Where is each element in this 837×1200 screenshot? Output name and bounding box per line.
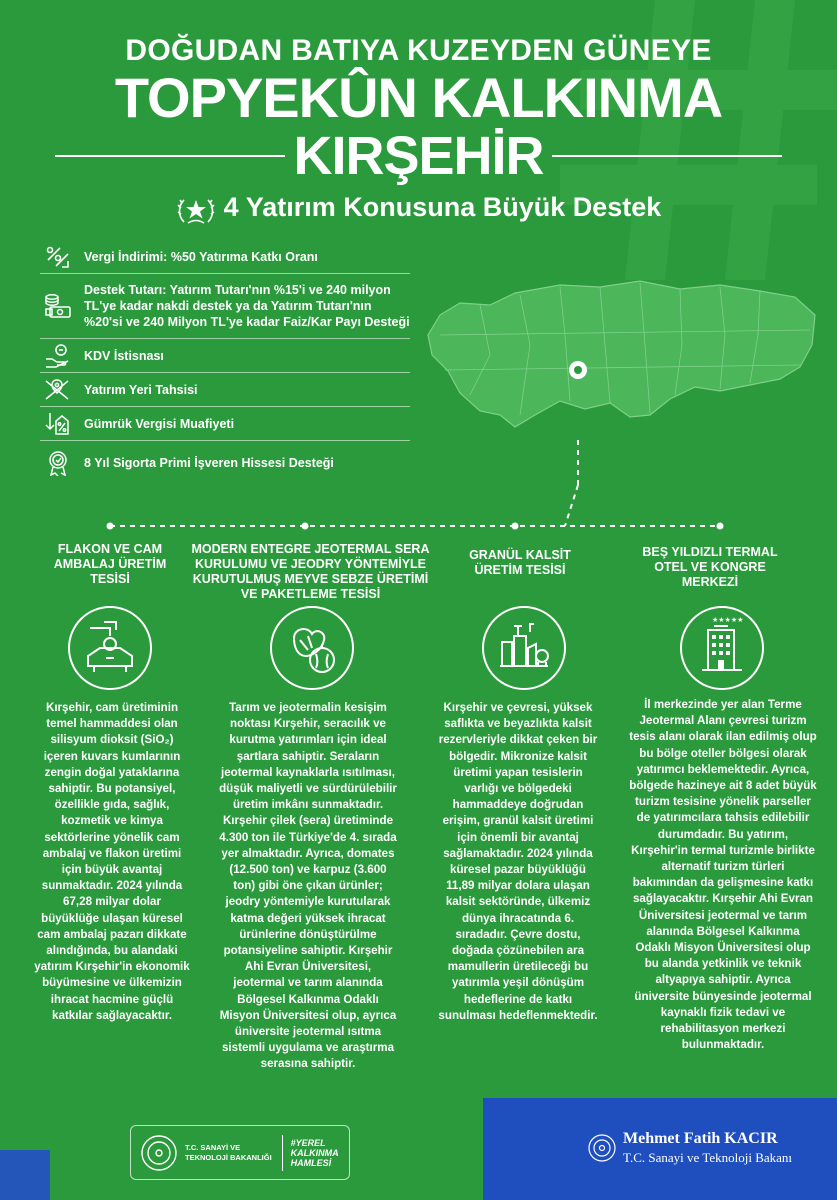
hotel-building-icon [680,606,764,690]
column-text-calcite [438,700,598,1024]
support-item-support-amount [40,274,410,339]
text-part: Tarım ve jeotermalin kesişim noktası Kırşehir, seracılık ve kurutma yatırımları için ideal şartlara sahiptir. Seraların jeotermal kaynaklarla ısıtılması, düşük maliyetli ve sürdürülebilir üretim imkânı sunmaktadır. Kırşehir çilek (sera) üretiminde [219,701,397,828]
support-text-a: Destek Tutarı: Yatırım Tutarı'nın [84,283,274,297]
support-hl-a: %15'i [273,283,306,297]
footer-logos [130,1125,350,1180]
campaign-line-3: HAMLESİ [290,1157,332,1168]
support-label: Gümrük Vergisi Muafiyeti [84,416,235,431]
factory-icon [482,606,566,690]
header-top-line: DOĞUDAN BATIYA KUZEYDEN GÜNEYE [125,34,712,67]
main-title: TOPYEKÛN KALKINMA [114,66,723,129]
location-grid-icon [44,377,72,403]
city-name: KIRŞEHİR [293,126,544,186]
support-hl-d: 240 Milyon TL [143,315,226,329]
text-part: Kırşehir ve çevresi, yüksek saflıkta ve beyazlıkta kalsit rezervleriyle dikkat çeken bir bölgedir. Mikronize kalsit üretimi yapan tesislerin varlığı ve bölgedeki hammaddeye doğrudan erişim, granül kalsit üretimi için önemli bir avantaj sağlamaktadır. 2024 yılında küresel pazar büyüklüğü [438,701,598,877]
svg-text:★★★★★: ★★★★★ [712,616,744,624]
ministry-seal-icon [139,1133,179,1173]
support-item-customs [40,407,410,441]
money-stack-icon [44,293,72,319]
minister-emblem-icon [587,1133,617,1163]
text-highlight: 8 adet [745,779,780,793]
support-item-vat-exemption [40,339,410,373]
support-highlight: %50 [170,249,196,264]
text-part: ile Türkiye'de 4. sırada yer almaktadır. Ayrıca, domates (12.500 ton) ve karpuz (3.600 ton) gibi öne çıkan ürünler; jeodry yöntemiyle kurutularak katma değeri yüksek ihracat ürünlerine dönüştürülme potansiyeline sahiptir. Kırşehir Ahi Evran Üniversitesi, jeotermal ve tarım alanında Bölgesel Kalkınma Odaklı Misyon Üniversitesi olup, ayrıca üniversite jeotermal ısıtma sistemli uygulama ve araştırma serasına sahiptir. [219,830,397,1071]
support-item-tax-deduction [40,240,410,274]
subtitle-text: 4 Yatırım Konusuna Büyük Destek [223,192,662,222]
column-text-hotel [628,697,818,1053]
divider-right [552,155,782,157]
text-highlight: 67,28 milyar dolar [63,895,161,909]
column-text-greenhouse [218,700,398,1073]
minister-role: T.C. Sanayi ve Teknoloji Bakanı [623,1150,793,1165]
support-label: 8 Yıl Sigorta Primi İşveren Hissesi Desteği [84,456,334,470]
column-title-calcite: GRANÜL KALSİT ÜRETİM TESİSİ [469,548,571,577]
text-part: Kırşehir, cam üretiminin temel hammaddesi olan silisyum dioksit (SiO₂) içeren kuvars kumlarının zengin doğal yataklarına sahiptir. Bu potansiyel, özellikle gıda, sağlık, kozmetik ve kimya sektörlerine yönelik cam ambalaj ve flakon üretimi için büyük avantaj sunmaktadır. 2024 yılında [41,701,183,893]
support-pre: Vergi İndirimi: [84,249,171,264]
footer-accent-left [0,1150,50,1200]
laurel-star-icon [176,194,216,224]
support-item-site-allocation [40,373,410,407]
text-part: İl merkezinde yer alan Terme Jeotermal Alanı çevresi turizm tesis alanı olarak ilan edilmiş olup bu bölge oteller bölgesi olarak yatırımcı beklemektedir. Ayrıca, bölgede hazineye ait [629,698,817,793]
text-part: büyük turizm tesisine yönelik parseller de yatırımcılara tahsis edilebilir durumdadır. Bu yatırım, Kırşehir'in termal turizmle birlikte alternatif turizm türleri bakımından da gelişmesine katkı sağlayacaktır. Kırşehir Ahi Evran Üniversitesi jeotermal ve tarım alanında Bölgesel Kalkınma Odaklı Misyon Üniversitesi olup bu alanda yetkinlik ve teknik altyapıya sahiptir. Ayrıca üniversite bünyesinde jeotermal kaynaklı fizik tedavi ve rehabilitasyon merkezi bulunmaktadır. [631,779,817,1052]
support-text-b: ve [305,283,327,297]
turkey-map [420,275,820,445]
column-text-glass [33,700,191,1024]
support-post: Yatırıma Katkı Oranı [195,249,318,264]
glass-furnace-icon [68,606,152,690]
vegetables-icon [270,606,354,690]
text-part: büyüklüğe ulaşan küresel cam ambalaj pazarı dikkate alındığında, bu alandaki yatırım Kırşehir'in ekonomik büyümesine ve ülkemizin ihracat hacmine güçlü katkılar sağlayacaktır. [34,911,190,1022]
hand-coin-icon [44,343,72,369]
column-title-hotel: BEŞ YILDIZLI TERMAL OTEL VE KONGRE MERKEZİ [642,545,778,589]
ministry-line-2: TEKNOLOJİ BAKANLIĞI [185,1152,272,1162]
percent-down-icon [44,244,72,270]
support-text-d: ve [122,315,144,329]
text-highlight: 4.300 ton [219,830,270,844]
campaign-line-2: KALKINMA [290,1147,339,1158]
minister-name: Mehmet Fatih KACIR [623,1130,778,1147]
campaign-line-1: #YEREL [290,1137,326,1148]
ministry-line-1: T.C. SANAYİ VE [185,1142,241,1152]
support-label: KDV İstisnası [84,348,164,363]
campaign-logo [291,1138,339,1168]
customs-percent-icon [44,411,72,437]
support-text-c: 'ye kadar nakdi destek ya da Yatırım Tutarı'nın [99,299,372,313]
text-highlight: 11,89 milyar dolara [446,879,550,893]
text-part: ulaşan kalsit sektöründe, ülkemiz dünya ihracatında 6. sıradadır. Çevre dostu, doğada çözünebilen ara mamullerin üretileceği bu yatırımla yeşil dönüşüm hedeflerine de katkı sunulması hedeflenmektedir. [438,879,598,1022]
subtitle [0,192,837,224]
minister-info [623,1130,792,1166]
column-title-greenhouse: MODERN ENTEGRE JEOTERMAL SERA KURULUMU VE JEODRY YÖNTEMİYLE KURUTULMUŞ MEYVE SEBZE ÜRETİMİ VE PAKETLEME TESİSİ [191,542,430,601]
support-text-e: 'ye kadar Faiz/Kar Payı Desteği [225,315,410,329]
timeline-connector [0,440,837,540]
city-row [0,128,837,184]
column-title-glass: FLAKON VE CAM AMBALAJ ÜRETİM TESİSİ [53,542,167,586]
support-hl-b: 240 milyon TL [84,283,391,313]
support-hl-c: %20'si [84,315,123,329]
support-label: Yatırım Yeri Tahsisi [84,382,198,397]
